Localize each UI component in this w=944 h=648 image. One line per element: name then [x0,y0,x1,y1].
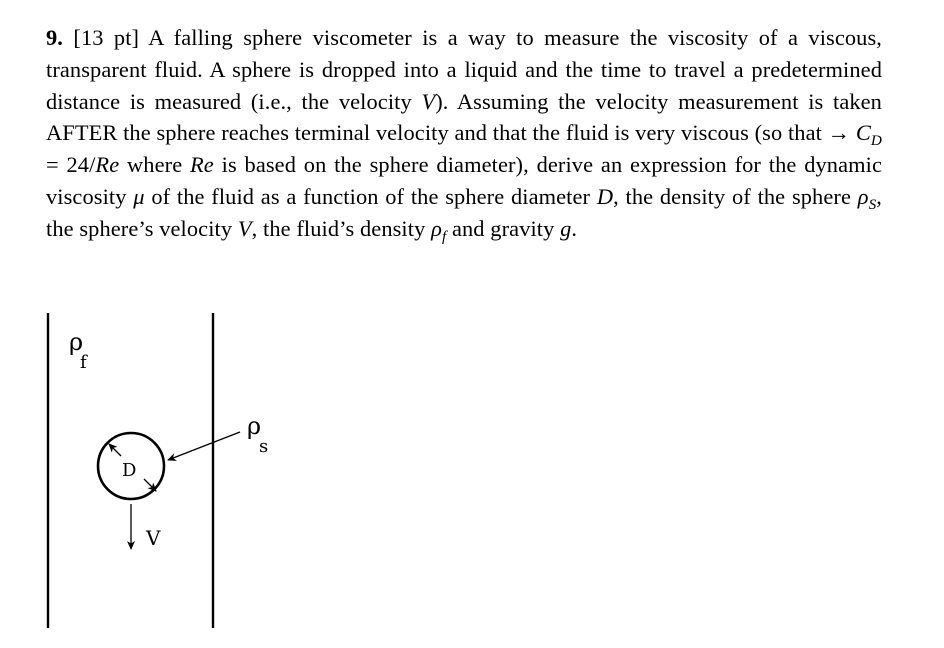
problem-text-1: A falling sphere viscometer is a way to measure the viscosity of a viscous, transparent fluid. A sphere is dropped into a liquid and the time to travel a predetermined distance is measured (i.e., the velocity [46,25,882,114]
problem-text-2: ). Assuming the velocity measurement is taken AFTER the sphere reaches terminal velocity and that the fluid is very viscous (so that → [46,88,882,146]
diameter-symbol: D [596,183,614,209]
problem-text-7: , the density of the sphere [613,183,858,209]
drag-coefficient-symbol: C [855,120,871,146]
velocity-symbol: V [421,88,436,114]
problem-text-3: = 24/ [46,152,96,178]
velocity-label: V [146,526,161,550]
fluid-density-symbol: ρ [431,215,442,241]
velocity-symbol-2: V [237,215,252,241]
problem-text-6: of the fluid as a function of the sphere diameter [144,183,597,209]
sphere-density-subscript-label: s [259,436,269,457]
problem-points: [13 pt] [73,25,140,50]
fluid-density-subscript: f [441,227,447,245]
problem-text-9: , the fluid’s density [251,215,432,241]
diameter-arrow-up [109,444,121,456]
problem-statement [46,22,882,245]
problem-text-11: . [571,215,578,241]
diameter-arrow-down [144,479,156,491]
problem-text-5: is based on the sphere diameter), derive an expression for the dynamic viscosity [46,152,882,209]
sphere-density-subscript: S [868,195,877,213]
diameter-label: D [122,460,137,481]
fluid-density-subscript-label: f [80,352,87,373]
gravity-symbol: g [560,215,572,241]
sphere-density-label: ρ [247,412,262,440]
problem-number: 9. [46,25,63,50]
drag-coefficient-subscript: D [870,132,882,150]
problem-text-10: and gravity [446,215,561,241]
viscosity-symbol: μ [133,183,145,209]
problem-text-8: , the sphere’s velocity [46,183,882,241]
problem-text-4: where [119,152,191,178]
fluid-density-label: ρ [69,328,84,356]
sphere-density-symbol: ρ [857,183,869,209]
sphere-density-pointer [168,432,240,460]
viscometer-diagram [0,300,944,640]
reynolds-symbol: Re [95,152,120,178]
reynolds-symbol-2: Re [190,152,214,178]
viscometer-figure [0,300,944,640]
